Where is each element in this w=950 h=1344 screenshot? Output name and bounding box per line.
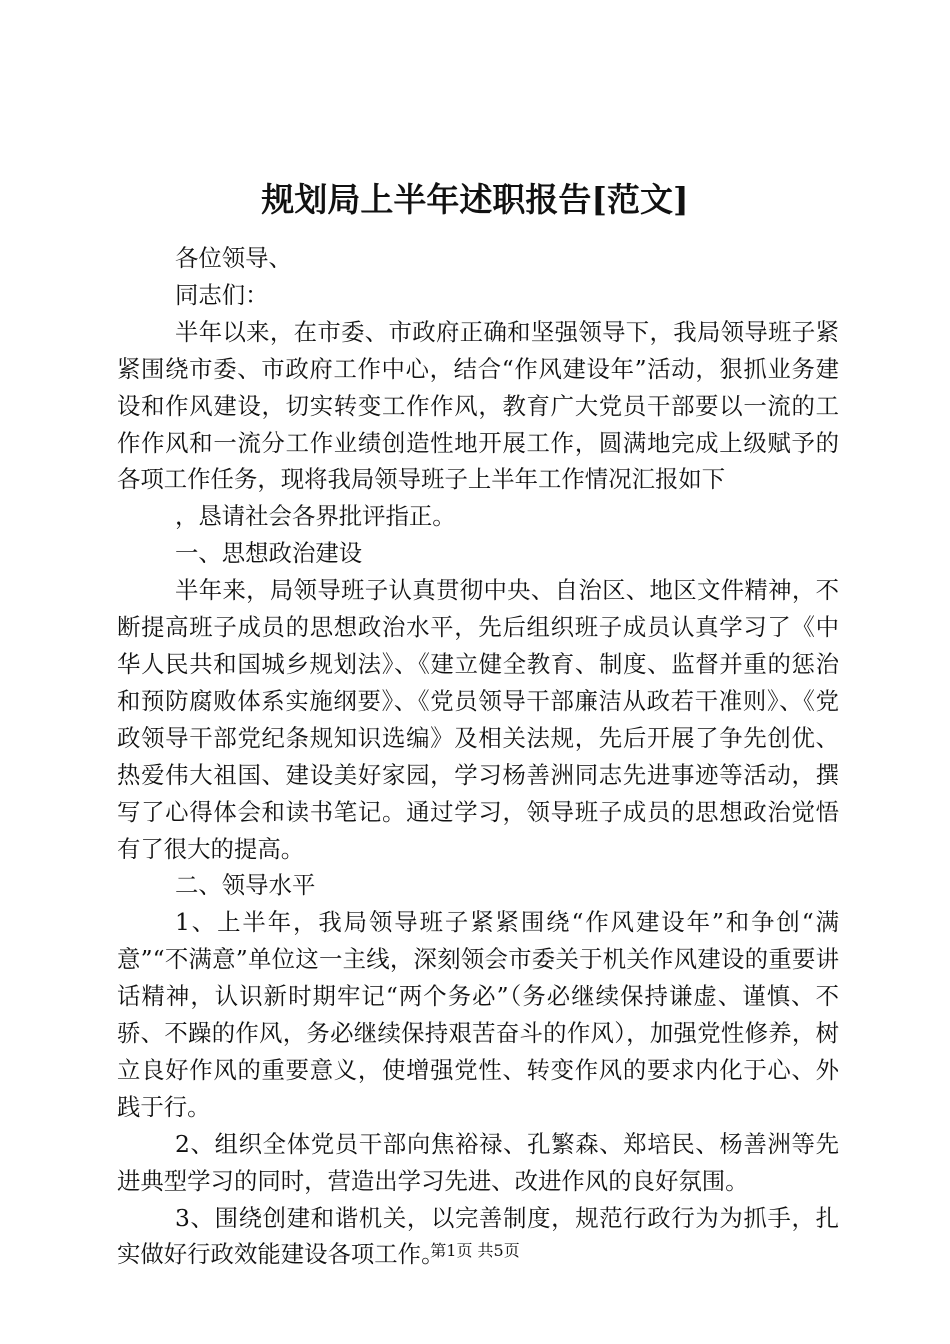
section-heading-2: 二、领导水平	[175, 871, 316, 900]
document-body	[117, 240, 839, 1273]
salutation-line-1: 各位领导、	[175, 244, 292, 272]
section-heading-1: 一、思想政治建设	[175, 539, 363, 568]
document-title: 规划局上半年述职报告[范文]	[261, 180, 689, 219]
salutation-line-2: 同志们：	[175, 280, 269, 309]
intro-paragraph: 半年以来，在市委、市政府正确和坚强领导下，我局领导班子紧紧围绕市委、市政府工作中心，结合“作风建设年”活动，狠抓业务建设和作风建设，切实转变工作作风，教育广大党员干部要以一流的工作作风和一流分工作业绩创造性地开展工作，圆满地完成上级赋予的各项工作任务，现将我局领导班子上半年工作情况汇报如下	[117, 317, 839, 494]
section-2-item-2: 2、组织全体党员干部向焦裕禄、孔繁森、郑培民、杨善洲等先进典型学习的同时，营造出学习先进、改进作风的良好氛围。	[117, 1129, 839, 1195]
section-1-paragraph: 半年来，局领导班子认真贯彻中央、自治区、地区文件精神，不断提高班子成员的思想政治水平，先后组织班子成员认真学习了《中华人民共和国城乡规划法》、《建立健全教育、制度、监督并重的惩治和预防腐败体系实施纲要》、《党员领导干部廉洁从政若干准则》、《党政领导干部党纪条规知识选编》及相关法规，先后开展了争先创优、热爱伟大祖国、建设美好家园，学习杨善洲同志先进事迹等活动，撰写了心得体会和读书笔记。通过学习，领导班子成员的思想政治觉悟有了很大的提高。	[117, 576, 839, 863]
section-2-item-1: 1、上半年，我局领导班子紧紧围绕“作风建设年”和争创“满意”“不满意”单位这一主线，深刻领会市委关于机关作风建设的重要讲话精神，认识新时期牢记“两个务必”（务必继续保持谦虚、谨慎、不骄、不躁的作风，务必继续保持艰苦奋斗的作风），加强党性修养，树立良好作风的重要意义，使增强党性、转变作风的要求内化于心、外践于行。	[117, 908, 839, 1121]
intro-closing-line: ，恳请社会各界批评指正。	[175, 502, 456, 531]
page-number-footer: 第1页 共5页	[430, 1241, 520, 1260]
section-2-item-3: 3、围绕创建和谐机关，以完善制度，规范行政行为为抓手，扎实做好行政效能建设各项工作。	[117, 1203, 839, 1269]
